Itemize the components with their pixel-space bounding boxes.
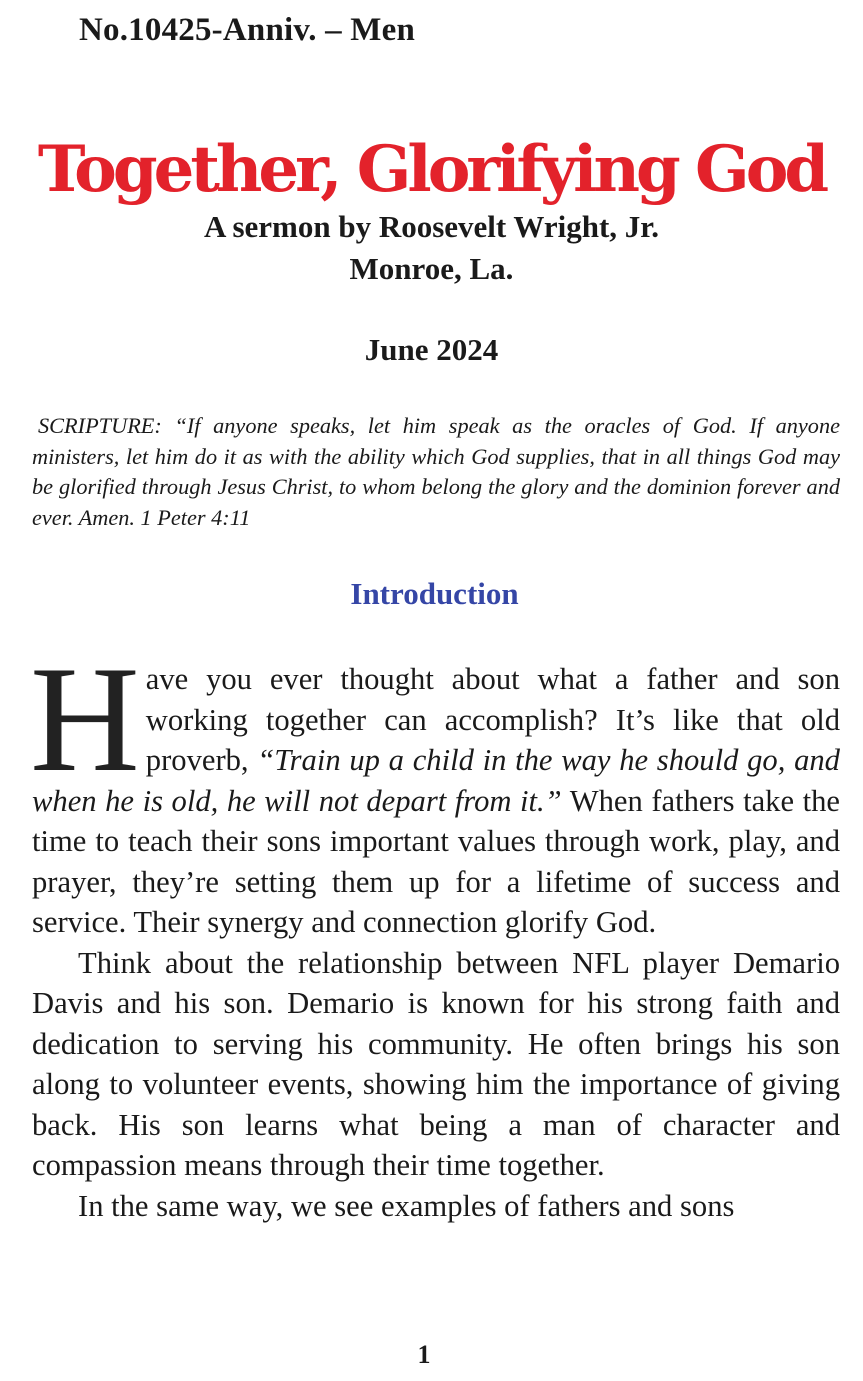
proverb-quote: “Train up a child in the way he should go, and when he is old, he will not depart from it.”	[32, 743, 840, 818]
author-line: A sermon by Roosevelt Wright, Jr.	[204, 209, 659, 244]
sermon-date: June 2024	[364, 332, 499, 367]
document-number: No.10425-Anniv. – Men	[79, 12, 416, 48]
section-heading-introduction: Introduction	[350, 576, 519, 611]
byline	[0, 206, 863, 290]
paragraph-lead-text: ave you ever thought about what a father and son working together can accomplish? It’s like that old proverb,	[145, 662, 840, 777]
scripture-passage: SCRIPTURE: “If anyone speaks, let him speak as the oracles of God. If anyone ministers, let him do it as with the ability which God supplies, that in all things God may be glorified through Jesus Christ, to whom belong the glory and the dominion forever and ever. Amen. 1 Peter 4:11	[32, 413, 840, 530]
paragraph: In the same way, we see examples of fathers and sons	[78, 1188, 735, 1223]
drop-cap: H	[30, 635, 140, 803]
paragraph: Think about the relationship between NFL player Demario Davis and his son. Demario is known for his strong faith and dedication to serving his community. He often brings his son along to volunteer events, showing him the importance of giving back. His son learns what being a man of character and compassion means through their time together.	[32, 945, 840, 1182]
sermon-title: Together, Glorifying God	[37, 132, 826, 207]
page-number: 1	[417, 1340, 431, 1369]
body-text	[30, 635, 840, 1226]
paragraph-tail-text: When fathers take the time to teach their sons important values through work, play, and prayer, they’re setting them up for a lifetime of success and service. Their synergy and connection glorify God.	[32, 783, 840, 939]
location-line: Monroe, La.	[349, 251, 514, 286]
paragraph	[30, 635, 840, 943]
